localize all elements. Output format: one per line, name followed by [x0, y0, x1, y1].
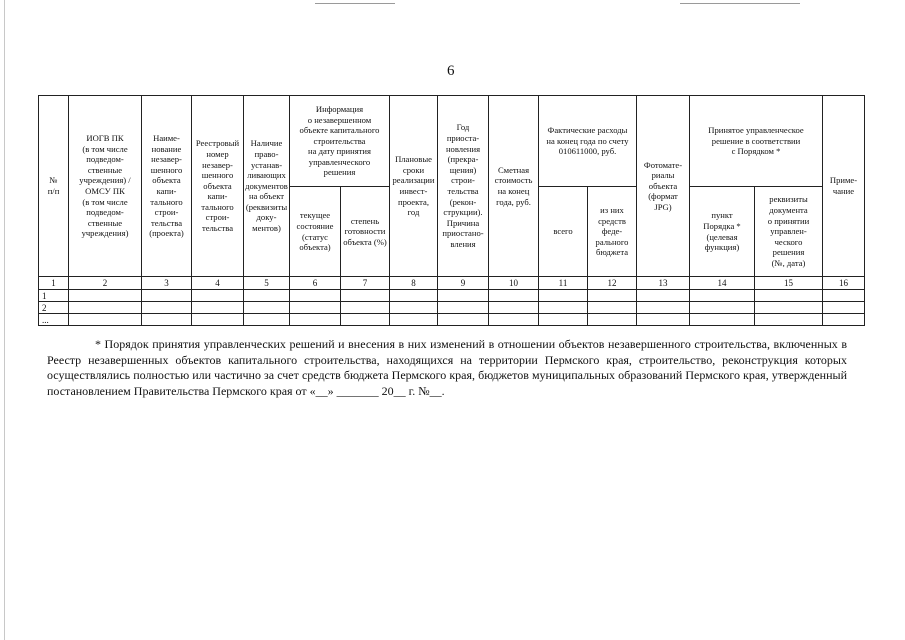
table-cell [244, 302, 290, 314]
row-label: 1 [39, 290, 69, 302]
table-cell [823, 302, 865, 314]
table-cell [823, 314, 865, 326]
table-cell [588, 314, 637, 326]
header-cell-suspension-year: Год приоста- новления (прекра- щения) строи- тельства (рекон- струкции). Причина приостано- вления [438, 96, 489, 277]
header-cell-estimated-cost: Сметная стоимость на конец года, руб. [489, 96, 539, 277]
table-cell [390, 302, 438, 314]
table-cell [690, 290, 755, 302]
table-row [39, 290, 865, 302]
table-cell [290, 290, 341, 302]
header-cell-registry-number: Реестровый номер незавер- шенного объекта капи- тального строи- тельства [192, 96, 244, 277]
table-cell [588, 302, 637, 314]
table-cell [192, 290, 244, 302]
table-cell [192, 302, 244, 314]
table-cell [438, 290, 489, 302]
column-number: 5 [244, 277, 290, 290]
table-cell [539, 314, 588, 326]
table-cell [341, 290, 390, 302]
header-cell-planned-terms: Плановые сроки реализации инвест- проекта, год [390, 96, 438, 277]
row-label: 2 [39, 302, 69, 314]
table-cell [192, 314, 244, 326]
header-cell-total: всего [539, 187, 588, 277]
header-cell-actual-expenses: Фактические расходы на конец года по счету 010611000, руб. [539, 96, 637, 187]
table-cell [438, 302, 489, 314]
column-number: 16 [823, 277, 865, 290]
table-cell [755, 314, 823, 326]
header-cell-decision-details: реквизиты документа о принятии управлен- ческого решения (№, дата) [755, 187, 823, 277]
column-number: 6 [290, 277, 341, 290]
table-cell [69, 302, 142, 314]
table-cell [755, 290, 823, 302]
table-cell [390, 290, 438, 302]
table-cell [690, 302, 755, 314]
header-cell-note: Приме- чание [823, 96, 865, 277]
table-row [39, 302, 865, 314]
table-cell [341, 314, 390, 326]
column-number: 1 [39, 277, 69, 290]
column-number: 10 [489, 277, 539, 290]
column-number: 12 [588, 277, 637, 290]
column-number: 9 [438, 277, 489, 290]
table-cell [588, 290, 637, 302]
table-cell [142, 314, 192, 326]
table-cell [823, 290, 865, 302]
column-number: 4 [192, 277, 244, 290]
table-cell [637, 314, 690, 326]
page-number: 6 [447, 63, 455, 79]
table-cell [539, 302, 588, 314]
table-cell [244, 290, 290, 302]
table-cell [539, 290, 588, 302]
registry-table [38, 95, 865, 326]
column-number: 2 [69, 277, 142, 290]
header-cell-object-name: Наиме- нование незавер- шенного объекта капи- тального строи- тельства (проекта) [142, 96, 192, 277]
table-row [39, 314, 865, 326]
table-cell [290, 302, 341, 314]
table-cell [290, 314, 341, 326]
table-cell [244, 314, 290, 326]
column-number: 8 [390, 277, 438, 290]
table-cell [489, 290, 539, 302]
header-cell-iogv: ИОГВ ПК (в том числе подведом- ственные учреждения) / ОМСУ ПК (в том числе подведом- ственные учреждения) [69, 96, 142, 277]
footnote: * Порядок принятия управленческих решений и внесения в них изменений в отношении объектов незавершенного строительства, включенных в Реестр незавершенных объектов капитального строительства, находящихся на территории Пермского края, строительство, реконструкция которых осуществлялись полностью или частично за счет средств бюджета Пермского края, бюджетов муниципальных образований Пермского края, утвержденный постановлением Правительства Пермского края от «__» _______ 20__ г. №__. [47, 337, 847, 398]
column-number-row [39, 277, 865, 290]
column-number: 3 [142, 277, 192, 290]
header-cell-readiness: степень готовности объекта (%) [341, 187, 390, 277]
scan-mark [315, 3, 395, 4]
row-label: ... [39, 314, 69, 326]
header-cell-object-info: Информация о незавершенном объекте капитального строительства на дату принятия управленческого решения [290, 96, 390, 187]
column-number: 15 [755, 277, 823, 290]
table-cell [142, 290, 192, 302]
header-cell-current-status: текущее состояние (статус объекта) [290, 187, 341, 277]
table-cell [690, 314, 755, 326]
column-number: 14 [690, 277, 755, 290]
table-cell [755, 302, 823, 314]
table-cell [489, 302, 539, 314]
table-cell [637, 290, 690, 302]
table-cell [142, 302, 192, 314]
table-cell [69, 290, 142, 302]
header-cell-federal-funds: из них средств феде- рального бюджета [588, 187, 637, 277]
header-cell-title-documents: Наличие право- устанав- ливающих документов на объект (реквизиты доку- ментов) [244, 96, 290, 277]
column-number: 7 [341, 277, 390, 290]
table-cell [69, 314, 142, 326]
header-cell-photos: Фотомате- риалы объекта (формат JPG) [637, 96, 690, 277]
header-cell-procedure-clause: пункт Порядка * (целевая функция) [690, 187, 755, 277]
header-cell-management-decision: Принятое управленческое решение в соответствии с Порядком * [690, 96, 823, 187]
column-number: 11 [539, 277, 588, 290]
scan-mark [680, 3, 800, 4]
table-cell [341, 302, 390, 314]
table-cell [390, 314, 438, 326]
table-cell [438, 314, 489, 326]
table-cell [489, 314, 539, 326]
table-cell [637, 302, 690, 314]
header-cell-number: № п/п [39, 96, 69, 277]
scan-edge-line [4, 0, 5, 640]
column-number: 13 [637, 277, 690, 290]
